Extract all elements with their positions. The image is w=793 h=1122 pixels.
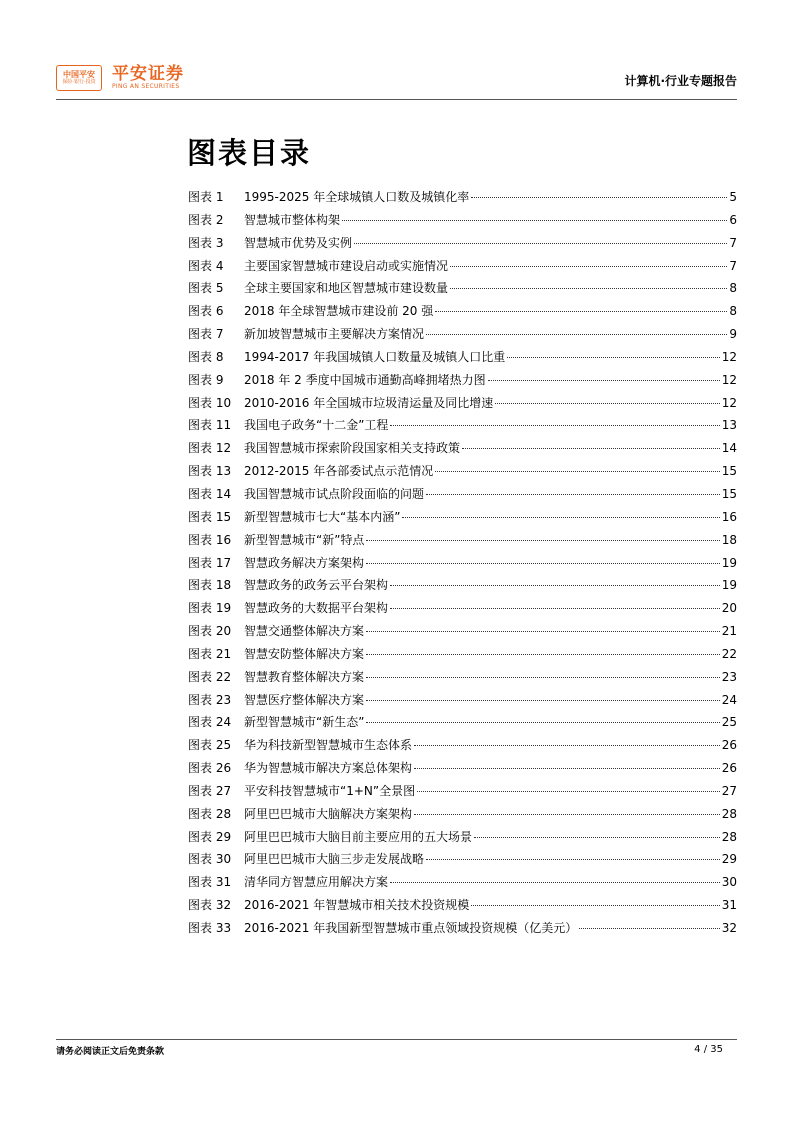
toc-entry-label: 图表 2 [188,212,224,227]
toc-entry-label: 图表 6 [188,304,224,319]
toc-entry-title: 智慧医疗整体解决方案 [244,692,365,707]
toc-entry-label: 图表 29 [188,829,232,844]
toc-entry[interactable] [188,806,737,829]
toc-entry[interactable] [188,646,737,669]
toc-entry-title: 2018 年 2 季度中国城市通勤高峰拥堵热力图 [244,372,486,387]
toc-entry-title: 2018 年全球智慧城市建设前 20 强 [244,304,434,319]
toc-entry[interactable] [188,874,737,897]
toc-entry[interactable] [188,258,737,281]
toc-entry-label: 图表 24 [188,715,232,730]
toc-entry-page: 8 [729,304,737,319]
toc-entry[interactable] [188,555,737,578]
toc-dot-leader [414,768,720,769]
toc-dot-leader [471,905,719,906]
toc-entry-page: 29 [721,852,737,867]
toc-entry-title: 智慧政务解决方案架构 [244,555,365,570]
toc-entry-page: 12 [721,395,737,410]
toc-entry-label: 图表 18 [188,578,232,593]
toc-dot-leader [507,357,719,358]
toc-entry[interactable] [188,372,737,395]
toc-entry[interactable] [188,920,737,943]
toc-entry[interactable] [188,692,737,715]
toc-entry[interactable] [188,600,737,623]
toc-dot-leader [426,334,727,335]
toc-entry[interactable] [188,417,737,440]
footer-disclaimer: 请务必阅读正文后免责条款 [56,1047,165,1057]
toc-entry[interactable] [188,509,737,532]
toc-entry-title: 新加坡智慧城市主要解决方案情况 [244,327,425,342]
toc-dot-leader [462,448,720,449]
toc-entry-page: 24 [721,692,737,707]
toc-entry-title: 2012-2015 年各部委试点示范情况 [244,464,434,479]
page-number: 4 / 35 [694,1044,723,1055]
toc-entry-title: 智慧安防整体解决方案 [244,646,365,661]
toc-entry-page: 28 [721,829,737,844]
toc-entry-page: 20 [721,601,737,616]
toc-entry-label: 图表 16 [188,532,232,547]
toc-entry-label: 图表 20 [188,624,232,639]
toc-entry[interactable] [188,669,737,692]
toc-entry-page: 26 [721,738,737,753]
toc-entry-label: 图表 26 [188,761,232,776]
toc-entry-label: 图表 10 [188,395,232,410]
toc-entry[interactable] [188,532,737,555]
toc-entry-page: 15 [721,486,737,501]
toc-entry[interactable] [188,349,737,372]
toc-dot-leader [488,380,720,381]
toc-entry[interactable] [188,486,737,509]
toc-entry-title: 华为智慧城市解决方案总体架构 [244,761,413,776]
toc-entry-title: 智慧政务的政务云平台架构 [244,578,389,593]
toc-entry-title: 2010-2016 年全国城市垃圾清运量及同比增速 [244,395,494,410]
toc-entry-title: 新型智慧城市七大“基本内涵” [244,509,401,524]
toc-entry[interactable] [188,463,737,486]
toc-dot-leader [390,425,719,426]
toc-entry-label: 图表 14 [188,486,232,501]
toc-dot-leader [402,517,719,518]
toc-entry-label: 图表 4 [188,258,224,273]
toc-entry[interactable] [188,714,737,737]
table-of-figures [188,189,737,943]
toc-entry-page: 15 [721,464,737,479]
toc-entry[interactable] [188,577,737,600]
toc-entry[interactable] [188,760,737,783]
toc-entry-title: 主要国家智慧城市建设启动或实施情况 [244,258,449,273]
toc-entry-label: 图表 31 [188,875,232,890]
toc-dot-leader [390,608,720,609]
header-divider [56,99,737,100]
toc-dot-leader [342,220,727,221]
toc-entry[interactable] [188,623,737,646]
toc-entry-title: 智慧教育整体解决方案 [244,669,365,684]
toc-entry-label: 图表 12 [188,441,232,456]
toc-entry-label: 图表 9 [188,372,224,387]
toc-entry-page: 13 [721,418,737,433]
toc-entry-page: 27 [721,783,737,798]
toc-entry-page: 12 [721,372,737,387]
toc-dot-leader [366,722,719,723]
toc-entry[interactable] [188,829,737,852]
toc-entry[interactable] [188,440,737,463]
toc-entry-title: 2016-2021 年我国新型智慧城市重点领域投资规模（亿美元） [244,921,578,935]
toc-dot-leader [450,266,727,267]
toc-entry-page: 12 [721,349,737,364]
toc-entry-title: 新型智慧城市“新”特点 [244,532,365,547]
toc-entry[interactable] [188,897,737,920]
toc-dot-leader [390,585,720,586]
page-title: 图表目录 [187,136,312,170]
toc-entry-label: 图表 28 [188,806,232,821]
toc-entry-title: 智慧城市优势及实例 [244,235,353,250]
toc-entry-label: 图表 21 [188,646,232,661]
toc-entry-label: 图表 25 [188,738,232,753]
logo-en-text: PING AN SECURITIES [112,83,180,90]
toc-entry-title: 全球主要国家和地区智慧城市建设数量 [244,281,449,296]
toc-entry-title: 阿里巴巴城市大脑三步走发展战略 [244,852,425,867]
toc-dot-leader [366,677,720,678]
toc-entry-page: 19 [721,555,737,570]
toc-entry[interactable] [188,303,737,326]
toc-entry-page: 25 [721,715,737,730]
toc-entry-page: 32 [721,921,737,935]
toc-dot-leader [417,791,720,792]
toc-entry-label: 图表 27 [188,783,232,798]
toc-entry-page: 22 [721,646,737,661]
toc-entry-page: 7 [729,235,737,250]
toc-entry[interactable] [188,280,737,303]
toc-entry-label: 图表 13 [188,464,232,479]
toc-entry-label: 图表 5 [188,281,224,296]
logo-badge [56,65,102,91]
toc-entry-page: 21 [721,624,737,639]
toc-entry[interactable] [188,189,737,212]
toc-entry-page: 23 [721,669,737,684]
toc-entry-label: 图表 8 [188,349,224,364]
toc-entry-title: 新型智慧城市“新生态” [244,715,365,730]
toc-dot-leader [414,745,720,746]
toc-dot-leader [366,700,720,701]
toc-entry-label: 图表 30 [188,852,232,867]
toc-entry-label: 图表 32 [188,898,232,913]
toc-entry-title: 智慧政务的大数据平台架构 [244,601,389,616]
toc-entry-title: 华为科技新型智慧城市生态体系 [244,738,413,753]
toc-entry-label: 图表 33 [188,921,232,935]
logo-badge-top: 中国平安 [63,70,95,79]
toc-dot-leader [414,814,720,815]
toc-dot-leader [366,654,720,655]
toc-dot-leader [435,311,727,312]
logo-badge-bottom: 保险·银行·投资 [62,79,96,85]
toc-dot-leader [450,288,727,289]
toc-entry-title: 清华同方智慧应用解决方案 [244,875,389,890]
toc-entry-page: 28 [721,806,737,821]
toc-entry-page: 8 [729,281,737,296]
toc-entry-label: 图表 1 [188,190,224,204]
toc-entry-label: 图表 7 [188,327,224,342]
toc-dot-leader [390,882,720,883]
toc-entry-title: 2016-2021 年智慧城市相关技术投资规模 [244,898,470,913]
footer-divider [56,1039,737,1040]
toc-dot-leader [354,243,727,244]
toc-entry[interactable] [188,737,737,760]
toc-entry-page: 7 [729,258,737,273]
toc-entry-title: 我国智慧城市试点阶段面临的问题 [244,486,425,501]
toc-dot-leader [435,471,719,472]
toc-entry-page: 30 [721,875,737,890]
toc-entry-page: 16 [721,509,737,524]
toc-entry-title: 我国电子政务“十二金”工程 [244,418,389,433]
toc-dot-leader [579,928,719,929]
toc-entry-page: 5 [729,190,737,204]
toc-entry-title: 1995-2025 年全球城镇人口数及城镇化率 [244,190,470,204]
toc-entry-label: 图表 15 [188,509,232,524]
page-header [56,60,737,98]
toc-entry-label: 图表 11 [188,418,232,433]
toc-entry-title: 我国智慧城市探索阶段国家相关支持政策 [244,441,461,456]
toc-entry-label: 图表 17 [188,555,232,570]
toc-dot-leader [366,631,720,632]
toc-dot-leader [426,494,720,495]
toc-dot-leader [426,859,720,860]
toc-dot-leader [495,403,719,404]
toc-entry-title: 智慧城市整体构架 [244,212,341,227]
toc-entry-page: 9 [729,327,737,342]
company-logo [56,64,184,92]
toc-entry-title: 智慧交通整体解决方案 [244,624,365,639]
toc-entry[interactable] [188,851,737,874]
toc-entry-title: 平安科技智慧城市“1+N”全景图 [244,783,416,798]
toc-entry-page: 19 [721,578,737,593]
toc-entry[interactable] [188,395,737,418]
toc-entry-title: 阿里巴巴城市大脑解决方案架构 [244,806,413,821]
toc-entry-label: 图表 23 [188,692,232,707]
toc-dot-leader [366,540,719,541]
report-category: 计算机·行业专题报告 [624,74,737,88]
toc-entry-label: 图表 3 [188,235,224,250]
toc-entry-label: 图表 22 [188,669,232,684]
toc-dot-leader [474,837,720,838]
toc-entry-page: 6 [729,212,737,227]
toc-entry-page: 14 [721,441,737,456]
toc-entry[interactable] [188,783,737,806]
toc-entry-title: 1994-2017 年我国城镇人口数量及城镇人口比重 [244,349,506,364]
toc-entry-label: 图表 19 [188,601,232,616]
logo-cn-text: 平安证券 [112,64,184,84]
toc-entry[interactable] [188,212,737,235]
toc-entry[interactable] [188,326,737,349]
toc-dot-leader [471,197,727,198]
toc-entry-page: 18 [721,532,737,547]
toc-entry-page: 31 [721,898,737,913]
toc-entry-title: 阿里巴巴城市大脑目前主要应用的五大场景 [244,829,473,844]
toc-dot-leader [366,563,720,564]
toc-entry[interactable] [188,235,737,258]
toc-entry-page: 26 [721,761,737,776]
